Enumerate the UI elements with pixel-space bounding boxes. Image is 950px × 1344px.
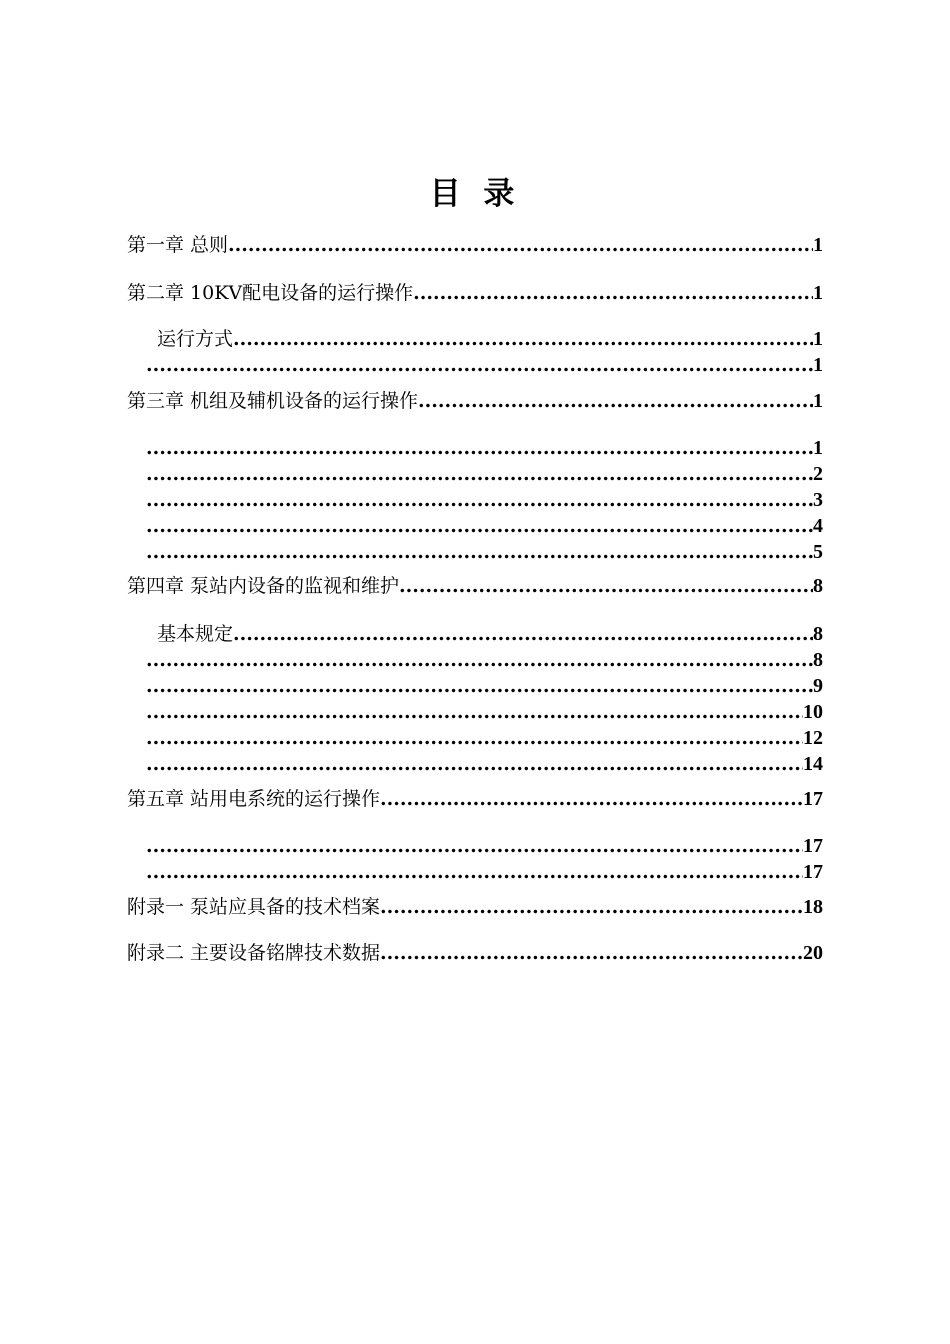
dot-leader [146,461,813,487]
toc-page-number: 17 [803,861,823,883]
toc-page-number: 8 [813,649,823,671]
toc-entry[interactable] [127,894,823,920]
dot-leader [146,751,803,777]
toc-entry[interactable] [127,232,823,258]
dot-leader [146,352,813,378]
toc-page-number: 20 [803,942,823,964]
toc-entry[interactable] [146,461,823,487]
toc-entry-label: 附录一 泵站应具备的技术档案 [127,896,381,918]
toc-page-number: 14 [803,753,823,775]
toc-page-number: 8 [813,623,823,645]
toc-page-number: 1 [813,390,823,412]
toc-entry[interactable] [127,280,823,306]
dot-leader [146,539,813,565]
toc-entry[interactable] [146,673,823,699]
dot-leader [146,725,803,751]
toc-entry[interactable] [127,786,823,812]
toc-entry-label: 第四章 泵站内设备的监视和维护 [127,575,400,597]
toc-entry-label: 第五章 站用电系统的运行操作 [127,788,381,810]
dot-leader [146,487,813,513]
dot-leader [413,280,813,306]
dot-leader [146,833,803,859]
dot-leader [399,573,813,599]
toc-page-number: 3 [813,489,823,511]
toc-page-number: 2 [813,463,823,485]
toc-entry[interactable] [146,751,823,777]
toc-page-number: 1 [813,354,823,376]
dot-leader [380,786,803,812]
toc-entry-label: 第一章 总则 [127,234,229,256]
toc-entry[interactable] [146,647,823,673]
toc-entry[interactable] [127,388,823,414]
toc-entry[interactable] [146,539,823,565]
toc-entry-label: 第三章 机组及辅机设备的运行操作 [127,390,419,412]
toc-entry[interactable] [146,859,823,885]
toc-entry[interactable] [146,487,823,513]
toc-entry-label: 第二章 10KV配电设备的运行操作 [127,282,414,304]
toc-page-number: 1 [813,234,823,256]
dot-leader [228,232,813,258]
toc-page-number: 17 [803,788,823,810]
dot-leader [146,859,803,885]
toc-entry[interactable] [146,699,823,725]
page-title: 目 录 [429,176,521,212]
dot-leader [233,326,813,352]
toc-page-number: 12 [803,727,823,749]
toc-entry-label: 附录二 主要设备铭牌技术数据 [127,942,381,964]
toc-page-number: 10 [803,701,823,723]
toc-entry[interactable] [146,352,823,378]
toc-entry-label: 基本规定 [157,623,234,645]
dot-leader [146,699,803,725]
dot-leader [418,388,813,414]
dot-leader [146,513,813,539]
toc-page-number: 5 [813,541,823,563]
toc-entry[interactable] [146,435,823,461]
toc-page-number: 18 [803,896,823,918]
toc-entry[interactable] [157,326,823,352]
dot-leader [146,435,813,461]
toc-page-number: 1 [813,437,823,459]
toc-entry[interactable] [127,573,823,599]
dot-leader [380,894,803,920]
toc-page-number: 1 [813,328,823,350]
dot-leader [380,940,803,966]
toc-page-number: 4 [813,515,823,537]
toc-entry[interactable] [146,725,823,751]
toc-entry[interactable] [157,621,823,647]
toc-page-number: 8 [813,575,823,597]
toc-entry[interactable] [146,513,823,539]
toc-entry-label: 运行方式 [157,328,234,350]
toc-page-number: 17 [803,835,823,857]
toc-entry[interactable] [146,833,823,859]
dot-leader [146,647,813,673]
dot-leader [233,621,813,647]
dot-leader [146,673,813,699]
toc-page-number: 9 [813,675,823,697]
toc-page-number: 1 [813,282,823,304]
toc-entry[interactable] [127,940,823,966]
